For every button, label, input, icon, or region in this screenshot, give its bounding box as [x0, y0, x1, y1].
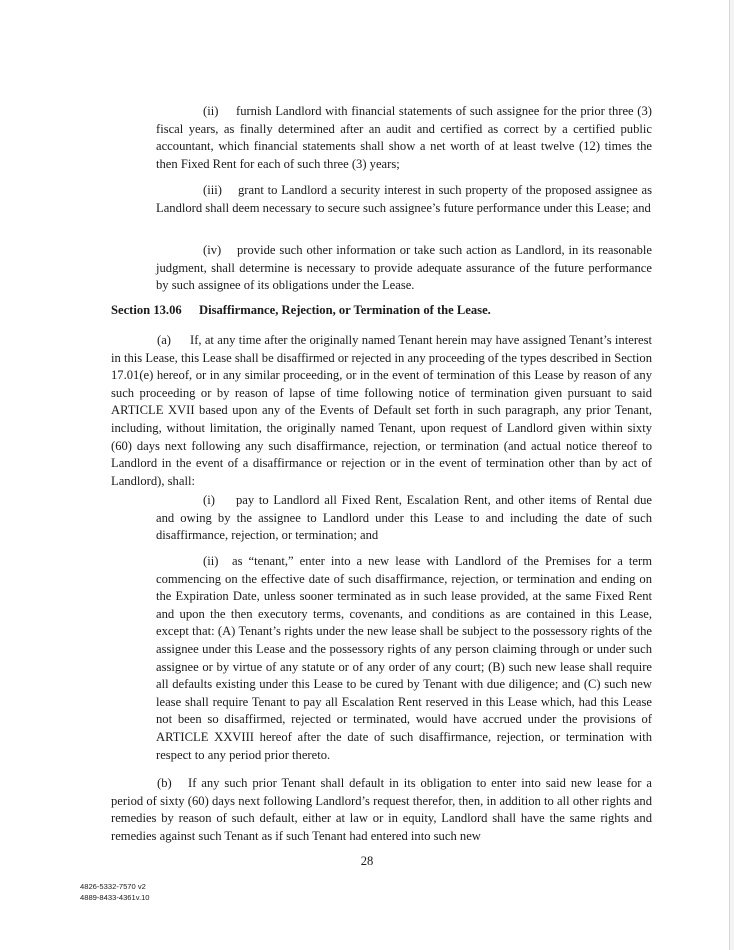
paragraph-iii-security-interest: [156, 182, 652, 217]
clause-marker: (b): [157, 776, 172, 790]
section-title: Disaffirmance, Rejection, or Termination of the Lease.: [199, 303, 491, 317]
clause-marker: (a): [157, 333, 171, 347]
document-id: 4889-8433-4361v.10: [80, 892, 150, 902]
clause-text: provide such other information or take such action as Landlord, in its reasonable judgment, shall determine is necessary to provide adequate assurance of the future performance by such assignee of its obligations under the Lease.: [156, 243, 652, 293]
paragraph-a-ii: [156, 553, 652, 764]
clause-marker: (iv): [203, 243, 222, 257]
page-edge: [729, 0, 734, 950]
document-id: 4826-5332-7570 v2: [80, 882, 146, 891]
clause-marker: (i): [203, 493, 215, 507]
document-id-footer: [80, 882, 150, 903]
clause-text: If, at any time after the originally named Tenant herein may have assigned Tenant’s interest in this Lease, this Lease shall be disaffirmed or rejected in any proceeding of the types described in Section 17.01(e) hereof, or in any similar proceeding, or in the event of termination of this Lease by reason of any such proceeding or by reason of lapse of time following notice of termination given pursuant to said ARTICLE XVII based upon any of the Events of Default set forth in such paragraph, any prior Tenant, including, without limitation, the originally named Tenant, upon request of Landlord given within sixty (60) days next following any such disaffirmance, rejection, or termination (and actual notice thereof to Landlord in the event of a disaffirmance or rejection or in the event of termination other than by act of Landlord), shall:: [111, 333, 652, 488]
clause-marker: (ii): [203, 554, 219, 568]
page-number: 28: [360, 854, 374, 868]
paragraph-a-i: [156, 492, 652, 545]
clause-text: as “tenant,” enter into a new lease with Landlord of the Premises for a term commencing on the effective date of such disaffirmance, rejection, or termination and ending on the Expiration Date, unless sooner terminated as in such lease provided, at the same Fixed Rent and upon the then executory terms, covenants, and conditions as are contained in this Lease, except that: (A) Tenant’s rights under the new lease shall be subject to the possessory rights of the assignee under this Lease and the possessory rights of any person claiming through or under such assignee or by virtue of any statute or of any order of any court; (B) such new lease shall require all defaults existing under this Lease to be cured by Tenant with due diligence; and (C) such new lease shall require Tenant to pay all Escalation Rent reserved in this Lease which, had this Lease not been so disaffirmed, rejected or terminated, would have accrued under the provisions of ARTICLE XXVIII hereof after the date of such disaffirmance, rejection, or termination with respect to any period prior thereto.: [156, 554, 652, 762]
clause-text: If any such prior Tenant shall default in its obligation to enter into said new lease for a period of sixty (60) days next following Landlord’s request therefor, then, in addition to all other rights and remedies by reason of such default, either at law or in equity, Landlord shall have the same rights and remedies against such Tenant as if such Tenant had entered into such new: [111, 776, 652, 843]
clause-marker: (iii): [203, 183, 222, 197]
paragraph-ii-financial-statements: [156, 103, 652, 173]
paragraph-iv-other-information: [156, 242, 652, 295]
paragraph-a: [111, 332, 652, 490]
clause-text: grant to Landlord a security interest in such property of the proposed assignee as Landlord shall deem necessary to secure such assignee’s future performance under this Lease; and: [156, 183, 652, 215]
section-heading: [111, 303, 491, 318]
clause-text: pay to Landlord all Fixed Rent, Escalation Rent, and other items of Rental due and owing by the assignee to Landlord under this Lease to and including the date of such disaffirmance, rejection, or termination; and: [156, 493, 652, 543]
section-number: Section 13.06: [111, 303, 182, 317]
clause-text: furnish Landlord with financial statements of such assignee for the prior three (3) fiscal years, as finally determined after an audit and certified as correct by a certified public accountant, which financial statements shall show a net worth of at least twelve (12) times the then Fixed Rent for each of such three (3) years;: [156, 104, 652, 171]
paragraph-b: [111, 775, 652, 845]
clause-marker: (ii): [203, 104, 219, 118]
